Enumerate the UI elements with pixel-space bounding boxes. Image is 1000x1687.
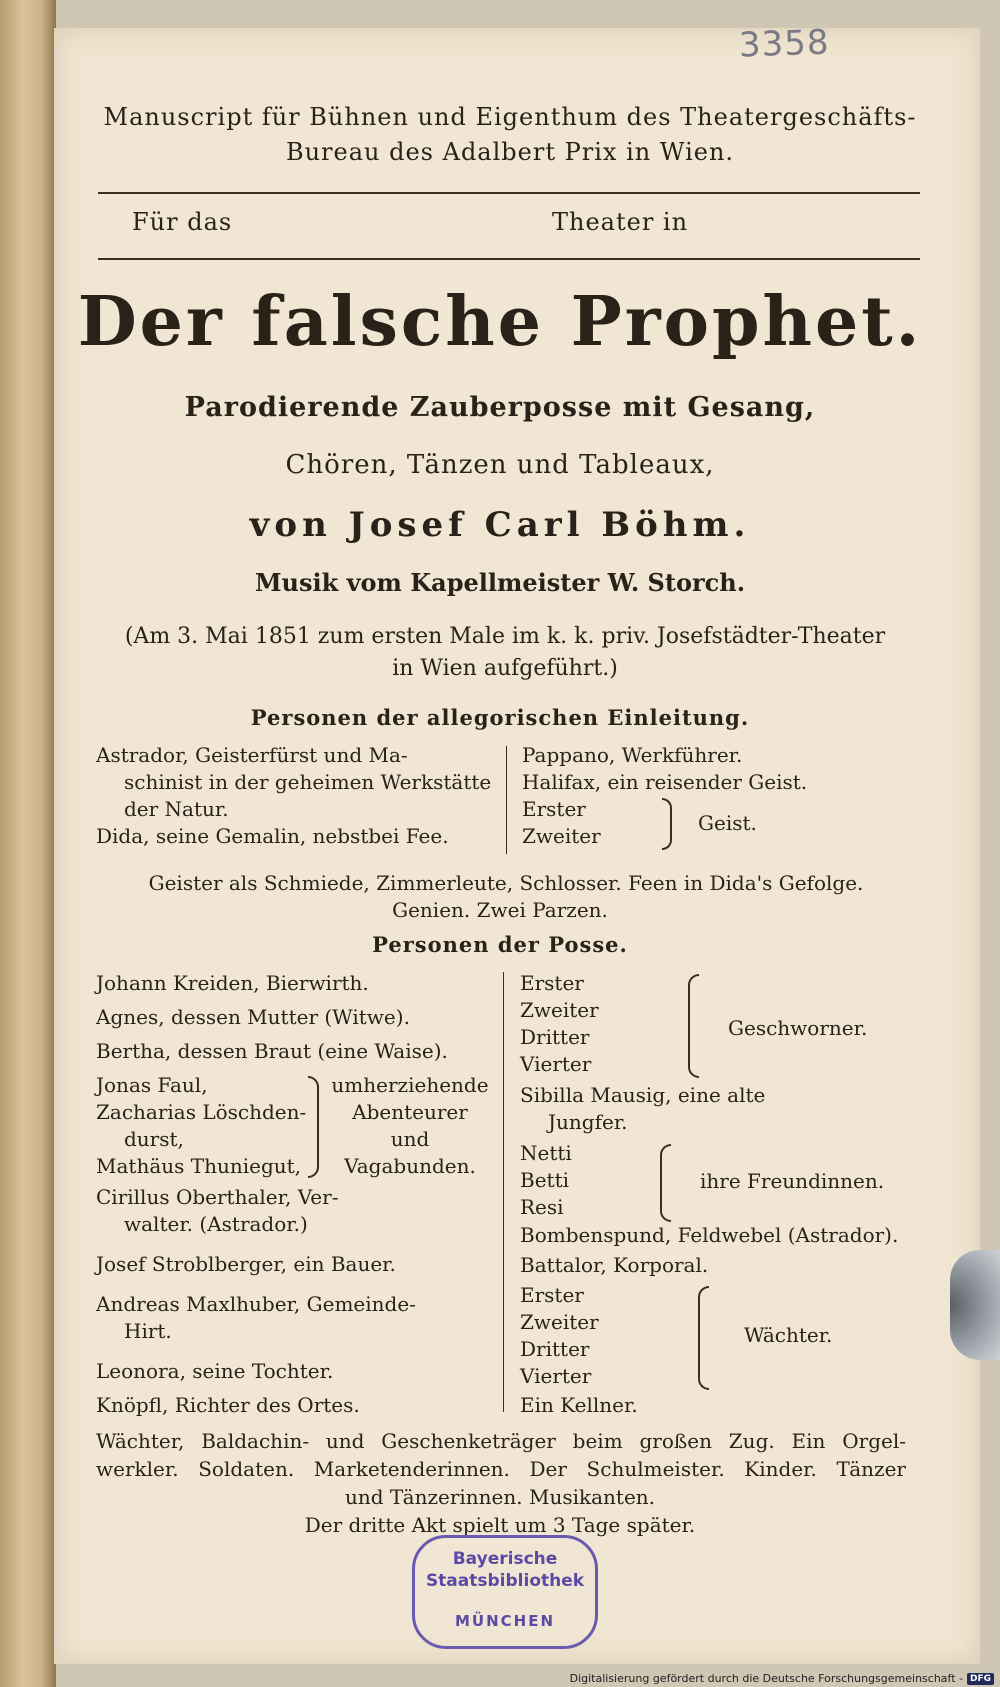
digitization-footer <box>570 1672 994 1685</box>
library-stamp: Bayerische Staatsbibliothek MÜNCHEN <box>412 1535 598 1649</box>
shelfmark: 3358 <box>738 22 831 66</box>
divider <box>98 258 920 260</box>
brace <box>308 1076 319 1178</box>
cast-list-intro-left <box>96 742 496 850</box>
header-line-2: Bureau des Adalbert Prix in Wien. <box>285 138 735 166</box>
brace <box>660 1144 671 1222</box>
author-line: von Josef Carl Böhm. <box>249 505 751 545</box>
theater-in-label: Theater in <box>552 208 689 236</box>
dfg-logo-icon: DFG <box>967 1673 994 1685</box>
cast-entry: Zweiter <box>522 824 601 848</box>
header-line-1: Manuscript für Bühnen und Eigenthum des Theatergeschäfts- <box>103 103 917 131</box>
jury-group: Erster Zweiter Dritter Vierter <box>520 971 599 1076</box>
brace <box>698 1286 709 1390</box>
brace <box>688 974 699 1078</box>
cast-entry: Jonas Faul, <box>96 1073 208 1097</box>
cast-entry: Ein Kellner. <box>520 1393 638 1417</box>
section-heading-farce: Personen der Posse. <box>372 932 628 957</box>
brace <box>662 798 672 850</box>
cast-entry: Hirt. <box>124 1319 172 1343</box>
play-title: Der falsche Prophet. <box>77 282 923 362</box>
extras-farce-line-3: und Tänzerinnen. Musikanten. <box>344 1485 656 1509</box>
guards-group: Erster Zweiter Dritter Vierter <box>520 1283 599 1388</box>
cast-entry: Andreas Maxlhuber, Gemeinde- <box>96 1292 416 1316</box>
cast-entry: Cirillus Oberthaler, Ver- <box>96 1185 339 1209</box>
extras-intro-line-1: Geister als Schmiede, Zimmerleute, Schlosser. Feen in Dida's Gefolge. <box>148 871 864 895</box>
cast-entry: Leonora, seine Tochter. <box>96 1359 334 1383</box>
extras-intro-line-2: Genien. Zwei Parzen. <box>392 898 608 922</box>
group-label: Wächter. <box>744 1323 833 1347</box>
group-label: ihre Freundinnen. <box>700 1169 885 1193</box>
premiere-line-1: (Am 3. Mai 1851 zum ersten Male im k. k. priv. Josefstädter-Theater <box>124 624 886 649</box>
cast-entry: Erster <box>522 797 586 821</box>
vagabond-names <box>96 1072 316 1180</box>
divider <box>98 192 920 194</box>
group-label: Geschworner. <box>728 1016 868 1040</box>
page-clip <box>950 1250 1000 1360</box>
cast-entry: schinist in der geheimen Werkstätte <box>124 770 492 794</box>
extras-farce-line-1: Wächter, Baldachin- und Geschenketräger beim großen Zug. Ein Orgel- <box>96 1429 906 1453</box>
music-credit: Musik vom Kapellmeister W. Storch. <box>254 568 746 597</box>
act-note: Der dritte Akt spielt um 3 Tage später. <box>304 1513 696 1537</box>
cast-list-farce-left-2 <box>96 1184 496 1419</box>
cast-entry: Bertha, dessen Braut (eine Waise). <box>96 1039 448 1063</box>
friends-group: Netti Betti Resi <box>520 1141 572 1219</box>
group-label: Geist. <box>698 811 757 835</box>
premiere-line-2: in Wien aufgeführt.) <box>392 656 618 681</box>
section-heading-introduction: Personen der allegorischen Einleitung. <box>250 705 750 730</box>
cast-entry: walter. (Astrador.) <box>124 1212 308 1236</box>
cast-entry: Agnes, dessen Mutter (Witwe). <box>96 1005 410 1029</box>
column-divider <box>503 972 504 1412</box>
premiere-note <box>80 621 930 685</box>
cast-entry: Pappano, Werkführer. <box>522 743 743 767</box>
vagabond-group-label: umherziehende Abenteurer und Vagabunden. <box>331 1073 489 1178</box>
cast-entry: Astrador, Geisterfürst und Ma- <box>96 743 408 767</box>
column-divider <box>506 746 507 854</box>
sibilla-entry: Sibilla Mausig, eine alte Jungfer. <box>520 1083 766 1134</box>
cast-entry: Josef Stroblberger, ein Bauer. <box>96 1252 396 1276</box>
cast-entry: durst, <box>124 1127 184 1151</box>
publisher-header <box>95 100 925 170</box>
footer-text: Digitalisierung gefördert durch die Deutsche Forschungsgemeinschaft - <box>569 1672 963 1685</box>
cast-entry: Mathäus Thuniegut, <box>96 1154 302 1178</box>
subtitle-genre: Parodierende Zauberposse mit Gesang, <box>184 392 816 423</box>
cast-entry: Dida, seine Gemalin, nebstbei Fee. <box>96 824 449 848</box>
cast-entry: Knöpfl, Richter des Ortes. <box>96 1393 360 1417</box>
cast-entry: Johann Kreiden, Bierwirth. <box>96 971 369 995</box>
subtitle-elements: Chören, Tänzen und Tableaux, <box>285 450 715 480</box>
military-entries: Bombenspund, Feldwebel (Astrador). Battalor, Korporal. <box>520 1223 899 1277</box>
fuer-das-label: Für das <box>132 208 233 236</box>
cast-entry: Zacharias Löschden- <box>96 1100 307 1124</box>
cast-entry: der Natur. <box>124 797 229 821</box>
cast-entry: Halifax, ein reisender Geist. <box>522 770 808 794</box>
cast-list-farce-left <box>96 970 496 1072</box>
extras-farce-line-2: werkler. Soldaten. Marketenderinnen. Der Schulmeister. Kinder. Tänzer <box>96 1457 906 1481</box>
book-spine <box>0 0 56 1687</box>
